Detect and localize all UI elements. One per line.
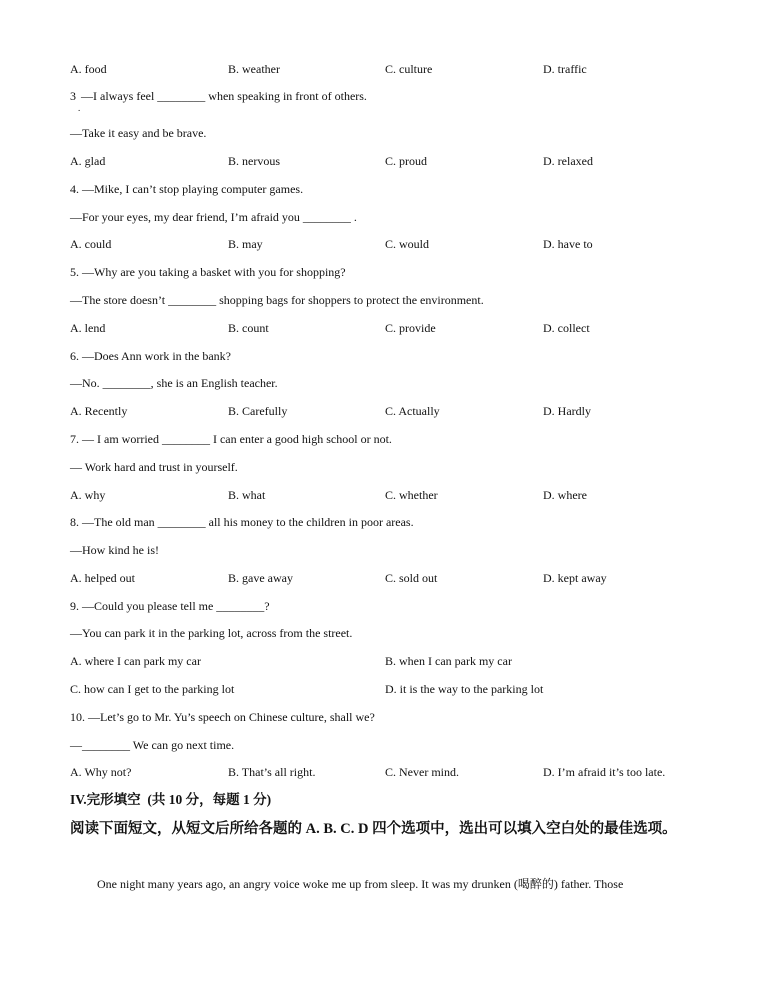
q3-number: 3 <box>70 89 76 103</box>
q7-response: — Work hard and trust in yourself. <box>70 460 238 474</box>
q5-option-b: B. count <box>228 321 269 335</box>
q10-prompt: 10. —Let’s go to Mr. Yu’s speech on Chinese culture, shall we? <box>70 710 375 724</box>
passage-text: One night many years ago, an angry voice woke me up from sleep. It was my drunken (喝醉的) father. Those <box>97 877 624 891</box>
q7-option-b: B. what <box>228 488 266 502</box>
q9-option-b: B. when I can park my car <box>385 654 512 668</box>
q10-option-b: B. That’s all right. <box>228 765 316 779</box>
q3-response: —Take it easy and be brave. <box>70 126 207 140</box>
q7-option-d: D. where <box>543 488 587 502</box>
q9-option-a: A. where I can park my car <box>70 654 201 668</box>
q2-option-c: C. culture <box>385 62 433 76</box>
q10-option-c: C. Never mind. <box>385 765 459 779</box>
q9-response: —You can park it in the parking lot, across from the street. <box>70 626 353 640</box>
q10-response: —________ We can go next time. <box>70 738 235 752</box>
q6-option-d: D. Hardly <box>543 404 591 418</box>
q10-option-a: A. Why not? <box>70 765 132 779</box>
q3-prompt: —I always feel ________ when speaking in front of others. <box>78 89 367 103</box>
q4-response: —For your eyes, my dear friend, I’m afraid you ________ . <box>70 210 357 224</box>
q3-option-d: D. relaxed <box>543 154 593 168</box>
q8-option-c: C. sold out <box>385 571 438 585</box>
q10-option-d: D. I’m afraid it’s too late. <box>543 765 666 779</box>
q8-option-d: D. kept away <box>543 571 607 585</box>
q8-option-a: A. helped out <box>70 571 135 585</box>
q3-option-c: C. proud <box>385 154 427 168</box>
q5-prompt: 5. —Why are you taking a basket with you for shopping? <box>70 265 346 279</box>
q5-option-c: C. provide <box>385 321 436 335</box>
q7-prompt: 7. — I am worried ________ I can enter a good high school or not. <box>70 432 392 446</box>
q4-prompt: 4. —Mike, I can’t stop playing computer games. <box>70 182 304 196</box>
q4-option-b: B. may <box>228 237 263 251</box>
q9-prompt: 9. —Could you please tell me ________? <box>70 599 270 613</box>
q6-prompt: 6. —Does Ann work in the bank? <box>70 349 231 363</box>
q2-option-a: A. food <box>70 62 107 76</box>
q4-option-a: A. could <box>70 237 112 251</box>
q4-option-c: C. would <box>385 237 430 251</box>
q5-option-d: D. collect <box>543 321 590 335</box>
q2-option-b: B. weather <box>228 62 280 76</box>
q5-response: —The store doesn’t ________ shopping bags for shoppers to protect the environment. <box>70 293 484 307</box>
q6-option-a: A. Recently <box>70 404 128 418</box>
section-instruction: 阅读下面短文，从短文后所给各题的 A. B. C. D 四个选项中，选出可以填入空白处的最佳选项。 <box>70 821 677 837</box>
q2-option-d: D. traffic <box>543 62 587 76</box>
q7-option-a: A. why <box>70 488 106 502</box>
q8-prompt: 8. —The old man ________ all his money to the children in poor areas. <box>70 515 414 529</box>
section-heading: IV.完形填空 (共 10 分，每题 1 分) <box>70 792 272 807</box>
q8-response: —How kind he is! <box>70 543 159 557</box>
q3-number-dot: . <box>78 103 81 113</box>
q7-option-c: C. whether <box>385 488 438 502</box>
q4-option-d: D. have to <box>543 237 593 251</box>
q3-option-a: A. glad <box>70 154 106 168</box>
q8-option-b: B. gave away <box>228 571 293 585</box>
q9-option-d: D. it is the way to the parking lot <box>385 682 544 696</box>
q3-option-b: B. nervous <box>228 154 280 168</box>
q9-option-c: C. how can I get to the parking lot <box>70 682 235 696</box>
q6-option-c: C. Actually <box>385 404 440 418</box>
q6-response: —No. ________, she is an English teacher. <box>70 376 278 390</box>
q5-option-a: A. lend <box>70 321 106 335</box>
q6-option-b: B. Carefully <box>228 404 288 418</box>
